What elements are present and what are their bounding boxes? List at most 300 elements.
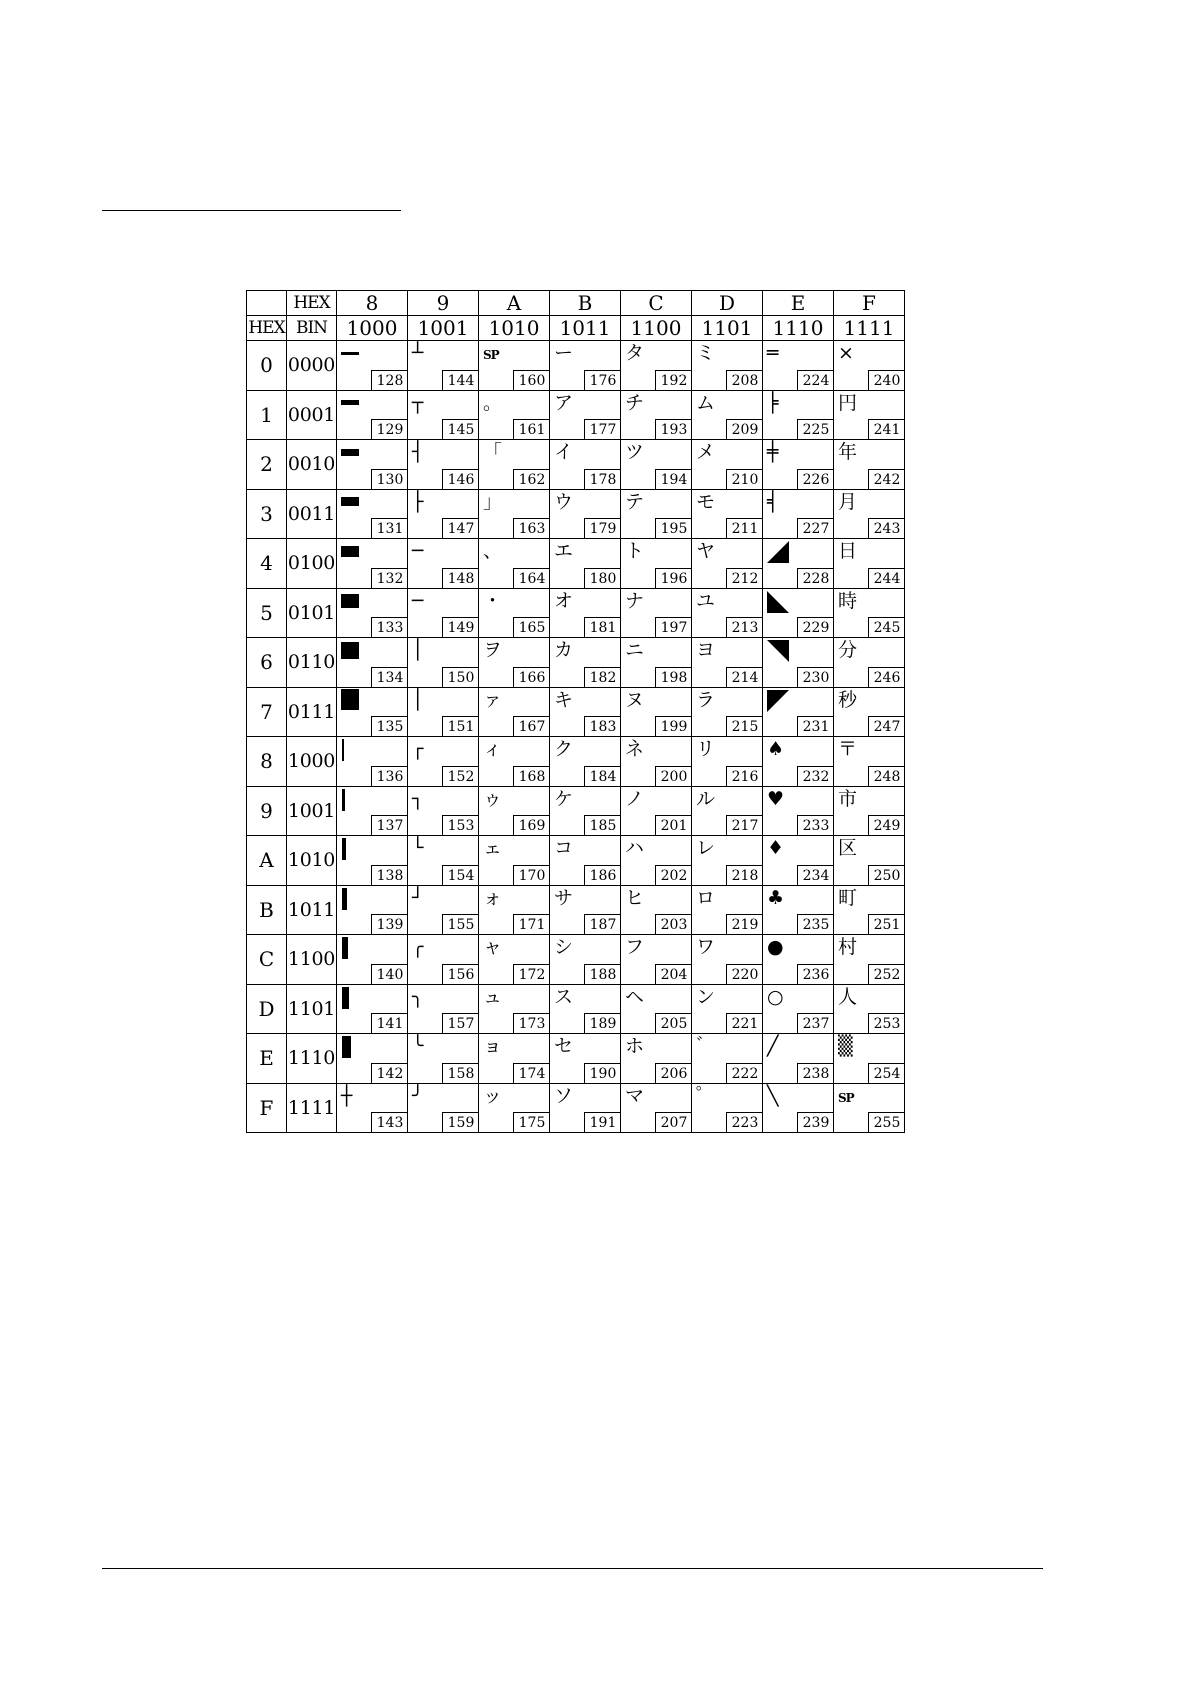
char-code: 221 xyxy=(726,1013,763,1034)
char-glyph: サ xyxy=(554,886,574,909)
char-cell-inner xyxy=(550,589,620,638)
char-cell xyxy=(834,885,905,935)
char-cell-inner xyxy=(621,539,691,588)
char-glyph: 分 xyxy=(838,639,858,661)
char-cell-inner xyxy=(763,836,833,885)
char-glyph: コ xyxy=(554,837,574,859)
char-code: 244 xyxy=(868,568,905,589)
char-cell xyxy=(621,935,692,985)
char-cell xyxy=(550,638,621,688)
char-cell-inner xyxy=(408,737,478,786)
row-bin: 1010 xyxy=(287,836,337,886)
char-cell xyxy=(621,885,692,935)
column-bin-1011: 1011 xyxy=(550,316,621,341)
row-bin: 1101 xyxy=(287,984,337,1034)
char-glyph: ゥ xyxy=(483,787,503,810)
char-glyph: ニ xyxy=(625,639,645,661)
row-hex: 6 xyxy=(247,638,287,688)
top-rule xyxy=(102,210,401,211)
char-cell xyxy=(621,786,692,836)
char-glyph: ○ xyxy=(767,985,784,1008)
char-code: 163 xyxy=(513,518,550,539)
char-glyph: チ xyxy=(625,391,645,414)
char-code: 194 xyxy=(655,469,692,490)
table-row xyxy=(247,390,905,440)
char-code: 161 xyxy=(513,419,550,440)
char-cell-inner xyxy=(408,490,478,539)
row-bin: 0110 xyxy=(287,638,337,688)
vertical-bar-3 xyxy=(342,838,346,860)
table-row xyxy=(247,539,905,589)
table-row xyxy=(247,885,905,935)
table-row xyxy=(247,638,905,688)
char-glyph: ゜ xyxy=(696,1084,716,1107)
char-cell-inner xyxy=(408,440,478,489)
char-cell-inner xyxy=(479,589,549,638)
char-cell xyxy=(834,786,905,836)
char-cell-inner xyxy=(692,836,762,885)
char-code: 162 xyxy=(513,469,550,490)
char-cell-inner xyxy=(621,787,691,836)
char-cell-inner xyxy=(550,985,620,1034)
char-code: 218 xyxy=(726,865,763,886)
char-code: 154 xyxy=(442,865,479,886)
char-code: 178 xyxy=(584,469,621,490)
char-cell xyxy=(692,1083,763,1133)
char-code: 152 xyxy=(442,766,479,787)
char-cell xyxy=(834,1083,905,1133)
char-glyph: SP xyxy=(838,1090,854,1105)
char-cell xyxy=(692,737,763,787)
char-glyph: ♦ xyxy=(767,837,785,859)
char-cell xyxy=(479,786,550,836)
char-glyph: ╮ xyxy=(412,985,424,1008)
char-code: 151 xyxy=(442,716,479,737)
char-cell-inner xyxy=(479,737,549,786)
char-code: 238 xyxy=(797,1063,834,1084)
char-glyph: 区 xyxy=(838,837,858,859)
table-row xyxy=(247,786,905,836)
char-cell-inner xyxy=(550,440,620,489)
char-code: 202 xyxy=(655,865,692,886)
char-cell xyxy=(408,885,479,935)
char-cell xyxy=(408,638,479,688)
column-bin-1111: 1111 xyxy=(834,316,905,341)
char-glyph: ケ xyxy=(554,787,574,810)
char-code: 214 xyxy=(726,667,763,688)
column-hex-F: F xyxy=(834,291,905,316)
char-glyph: ラ xyxy=(696,688,716,711)
char-cell xyxy=(337,737,408,787)
row-bin: 1111 xyxy=(287,1083,337,1133)
char-cell-inner xyxy=(834,638,904,687)
char-code: 155 xyxy=(442,914,479,935)
row-hex: 7 xyxy=(247,687,287,737)
char-cell xyxy=(479,539,550,589)
char-code: 160 xyxy=(513,370,550,391)
char-code: 207 xyxy=(655,1112,692,1133)
char-cell-inner xyxy=(337,391,407,440)
char-cell-inner xyxy=(337,638,407,687)
char-glyph: ア xyxy=(554,391,574,414)
row-hex: 1 xyxy=(247,390,287,440)
char-cell-inner xyxy=(550,836,620,885)
char-cell xyxy=(479,440,550,490)
char-cell-inner xyxy=(692,1034,762,1083)
char-cell xyxy=(834,1034,905,1084)
char-cell xyxy=(621,1034,692,1084)
char-cell-inner xyxy=(408,836,478,885)
char-cell xyxy=(550,1083,621,1133)
char-code: 136 xyxy=(371,766,408,787)
char-cell-inner xyxy=(337,1084,407,1133)
char-glyph: 村 xyxy=(838,936,858,958)
char-cell xyxy=(479,341,550,391)
table-row xyxy=(247,489,905,539)
char-cell xyxy=(550,836,621,886)
char-cell-inner xyxy=(408,935,478,984)
char-cell-inner xyxy=(479,836,549,885)
char-cell xyxy=(834,687,905,737)
char-cell xyxy=(621,390,692,440)
char-cell-inner xyxy=(337,1034,407,1083)
char-code: 234 xyxy=(797,865,834,886)
char-glyph: 日 xyxy=(838,540,858,562)
char-glyph: シ xyxy=(554,936,574,958)
char-cell xyxy=(621,539,692,589)
char-code: 250 xyxy=(868,865,905,886)
char-code: 216 xyxy=(726,766,763,787)
char-cell xyxy=(337,687,408,737)
char-code: 135 xyxy=(371,716,408,737)
char-glyph: ミ xyxy=(696,342,716,364)
char-code: 212 xyxy=(726,568,763,589)
char-code: 208 xyxy=(726,370,763,391)
char-cell xyxy=(763,786,834,836)
row-hex: 4 xyxy=(247,539,287,589)
char-glyph: ッ xyxy=(483,1084,503,1107)
char-glyph: ー xyxy=(554,342,574,364)
row-bin: 0001 xyxy=(287,390,337,440)
char-glyph: SP xyxy=(483,348,499,362)
char-glyph: 〒 xyxy=(838,738,858,760)
table-row xyxy=(247,687,905,737)
char-glyph: 時 xyxy=(838,589,858,612)
column-hex-8: 8 xyxy=(337,291,408,316)
char-code: 177 xyxy=(584,419,621,440)
column-bin-1110: 1110 xyxy=(763,316,834,341)
column-hex-C: C xyxy=(621,291,692,316)
char-cell xyxy=(763,638,834,688)
char-cell-inner xyxy=(621,935,691,984)
char-cell-inner xyxy=(834,440,904,489)
vertical-bar-5 xyxy=(342,937,348,959)
char-cell-inner xyxy=(834,836,904,885)
char-cell xyxy=(621,737,692,787)
char-code: 171 xyxy=(513,914,550,935)
char-code: 170 xyxy=(513,865,550,886)
char-cell xyxy=(337,489,408,539)
char-cell xyxy=(337,984,408,1034)
row-hex: C xyxy=(247,935,287,985)
char-code: 180 xyxy=(584,568,621,589)
char-code: 235 xyxy=(797,914,834,935)
char-glyph: タ xyxy=(625,342,645,364)
char-glyph: カ xyxy=(554,639,574,661)
char-cell-inner xyxy=(479,341,549,390)
char-glyph: ワ xyxy=(696,936,716,958)
char-cell xyxy=(763,935,834,985)
char-glyph: ┬ xyxy=(412,391,424,414)
char-cell xyxy=(692,489,763,539)
row-bin: 0010 xyxy=(287,440,337,490)
char-code: 243 xyxy=(868,518,905,539)
char-glyph: リ xyxy=(696,738,716,760)
table-row xyxy=(247,836,905,886)
char-cell xyxy=(763,984,834,1034)
char-cell-inner xyxy=(692,490,762,539)
vertical-bar-1 xyxy=(342,739,344,761)
char-cell-inner xyxy=(337,688,407,737)
char-glyph: ョ xyxy=(483,1035,503,1057)
char-cell-inner xyxy=(337,886,407,935)
char-cell xyxy=(763,390,834,440)
char-glyph: ィ xyxy=(483,738,503,760)
row-bin: 0100 xyxy=(287,539,337,589)
char-code: 237 xyxy=(797,1013,834,1034)
char-glyph: ロ xyxy=(696,886,716,909)
char-code: 229 xyxy=(797,617,834,638)
char-code: 247 xyxy=(868,716,905,737)
char-cell xyxy=(621,687,692,737)
char-glyph: 月 xyxy=(838,490,858,513)
char-cell-inner xyxy=(621,391,691,440)
char-cell xyxy=(337,440,408,490)
char-cell xyxy=(834,836,905,886)
char-cell xyxy=(834,588,905,638)
char-code: 228 xyxy=(797,568,834,589)
char-glyph: ╡ xyxy=(767,490,779,513)
char-code: 253 xyxy=(868,1013,905,1034)
char-cell-inner xyxy=(621,440,691,489)
char-cell-inner xyxy=(408,688,478,737)
char-cell-inner xyxy=(408,638,478,687)
char-cell-inner xyxy=(692,985,762,1034)
char-glyph: ム xyxy=(696,391,716,414)
char-glyph: 秒 xyxy=(838,688,858,711)
char-glyph: │ xyxy=(412,639,424,661)
char-glyph: ヤ xyxy=(696,540,716,562)
char-glyph: ─ xyxy=(412,589,424,612)
row-bin: 1000 xyxy=(287,737,337,787)
char-code: 185 xyxy=(584,815,621,836)
char-code: 132 xyxy=(371,568,408,589)
char-cell-inner xyxy=(621,638,691,687)
char-cell-inner xyxy=(337,440,407,489)
char-code: 236 xyxy=(797,964,834,985)
char-cell-inner xyxy=(692,737,762,786)
char-cell-inner xyxy=(479,1084,549,1133)
char-cell xyxy=(692,786,763,836)
triangle-top-right-icon xyxy=(767,640,789,662)
char-cell xyxy=(550,1034,621,1084)
char-cell xyxy=(834,984,905,1034)
char-cell-inner xyxy=(834,985,904,1034)
char-cell-inner xyxy=(692,688,762,737)
char-cell-inner xyxy=(834,391,904,440)
char-cell-inner xyxy=(834,1034,904,1083)
char-glyph: 人 xyxy=(838,985,858,1008)
char-cell xyxy=(763,885,834,935)
char-cell-inner xyxy=(621,341,691,390)
char-cell-inner xyxy=(692,1084,762,1133)
char-cell xyxy=(408,984,479,1034)
table-row xyxy=(247,984,905,1034)
char-cell xyxy=(408,341,479,391)
char-cell-inner xyxy=(763,935,833,984)
char-cell xyxy=(550,935,621,985)
char-cell-inner xyxy=(834,1084,904,1133)
char-cell xyxy=(692,440,763,490)
column-bin-1000: 1000 xyxy=(337,316,408,341)
header-hex-label: HEX xyxy=(287,291,337,316)
char-code: 252 xyxy=(868,964,905,985)
char-glyph: モ xyxy=(696,490,716,513)
char-cell-inner xyxy=(550,737,620,786)
char-cell xyxy=(692,341,763,391)
char-cell xyxy=(763,687,834,737)
char-code: 164 xyxy=(513,568,550,589)
char-cell xyxy=(337,1083,408,1133)
char-cell-inner xyxy=(337,985,407,1034)
char-glyph: ┐ xyxy=(412,787,424,810)
char-code: 134 xyxy=(371,667,408,688)
row-bin: 1110 xyxy=(287,1034,337,1084)
char-cell-inner xyxy=(550,787,620,836)
char-code: 255 xyxy=(868,1112,905,1133)
char-cell-inner xyxy=(408,391,478,440)
char-cell-inner xyxy=(621,490,691,539)
char-glyph: ホ xyxy=(625,1035,645,1057)
char-cell-inner xyxy=(692,391,762,440)
char-cell xyxy=(479,638,550,688)
char-cell xyxy=(408,390,479,440)
char-code: 128 xyxy=(371,370,408,391)
char-code: 245 xyxy=(868,617,905,638)
char-glyph: ▒ xyxy=(838,1035,853,1057)
char-glyph: レ xyxy=(696,837,716,859)
char-cell xyxy=(479,588,550,638)
char-cell xyxy=(692,984,763,1034)
char-cell-inner xyxy=(621,737,691,786)
table-row xyxy=(247,588,905,638)
char-cell-inner xyxy=(763,688,833,737)
header-corner xyxy=(247,291,287,316)
char-cell xyxy=(834,737,905,787)
char-cell-inner xyxy=(337,737,407,786)
horizontal-bar-6 xyxy=(341,594,359,608)
char-cell-inner xyxy=(479,886,549,935)
char-glyph: ァ xyxy=(483,688,503,711)
char-cell-inner xyxy=(834,688,904,737)
char-cell-inner xyxy=(479,391,549,440)
char-cell xyxy=(550,786,621,836)
horizontal-bar-5 xyxy=(341,546,359,557)
char-cell-inner xyxy=(479,638,549,687)
char-code: 172 xyxy=(513,964,550,985)
table-row xyxy=(247,935,905,985)
char-code: 175 xyxy=(513,1112,550,1133)
char-cell xyxy=(834,489,905,539)
header-row-bin xyxy=(247,316,905,341)
column-bin-1001: 1001 xyxy=(408,316,479,341)
char-cell-inner xyxy=(479,539,549,588)
char-glyph: ス xyxy=(554,985,574,1008)
header-bin-label: BIN xyxy=(287,316,337,341)
char-glyph: ソ xyxy=(554,1084,574,1107)
char-cell-inner xyxy=(834,787,904,836)
char-cell xyxy=(550,687,621,737)
char-cell-inner xyxy=(621,1084,691,1133)
char-cell-inner xyxy=(550,935,620,984)
char-code: 167 xyxy=(513,716,550,737)
char-glyph: エ xyxy=(554,540,574,562)
char-code: 157 xyxy=(442,1013,479,1034)
bottom-rule xyxy=(102,1568,1043,1569)
char-cell xyxy=(692,539,763,589)
horizontal-bar-8 xyxy=(341,689,359,710)
char-code: 143 xyxy=(371,1112,408,1133)
char-cell-inner xyxy=(763,391,833,440)
char-code: 204 xyxy=(655,964,692,985)
char-code: 231 xyxy=(797,716,834,737)
header-row-hex xyxy=(247,291,905,316)
char-cell-inner xyxy=(692,440,762,489)
char-cell xyxy=(763,737,834,787)
vertical-bar-2 xyxy=(342,789,345,811)
char-cell-inner xyxy=(408,589,478,638)
horizontal-bar-1 xyxy=(341,352,359,355)
char-cell-inner xyxy=(337,787,407,836)
char-cell-inner xyxy=(692,589,762,638)
char-glyph: テ xyxy=(625,490,645,513)
row-hex: 5 xyxy=(247,588,287,638)
row-hex: 2 xyxy=(247,440,287,490)
char-cell-inner xyxy=(692,638,762,687)
char-cell xyxy=(692,687,763,737)
char-code: 225 xyxy=(797,419,834,440)
char-cell xyxy=(337,885,408,935)
char-cell xyxy=(337,935,408,985)
char-code: 144 xyxy=(442,370,479,391)
row-bin: 1001 xyxy=(287,786,337,836)
char-cell xyxy=(550,737,621,787)
char-code: 158 xyxy=(442,1063,479,1084)
char-cell-inner xyxy=(763,787,833,836)
char-code: 200 xyxy=(655,766,692,787)
char-cell xyxy=(408,1083,479,1133)
char-code: 168 xyxy=(513,766,550,787)
char-cell xyxy=(763,539,834,589)
char-code: 142 xyxy=(371,1063,408,1084)
char-glyph: ヒ xyxy=(625,886,645,909)
char-code: 150 xyxy=(442,667,479,688)
char-cell xyxy=(692,638,763,688)
char-cell xyxy=(621,1083,692,1133)
char-cell xyxy=(337,836,408,886)
char-glyph: メ xyxy=(696,441,716,463)
char-cell-inner xyxy=(479,787,549,836)
